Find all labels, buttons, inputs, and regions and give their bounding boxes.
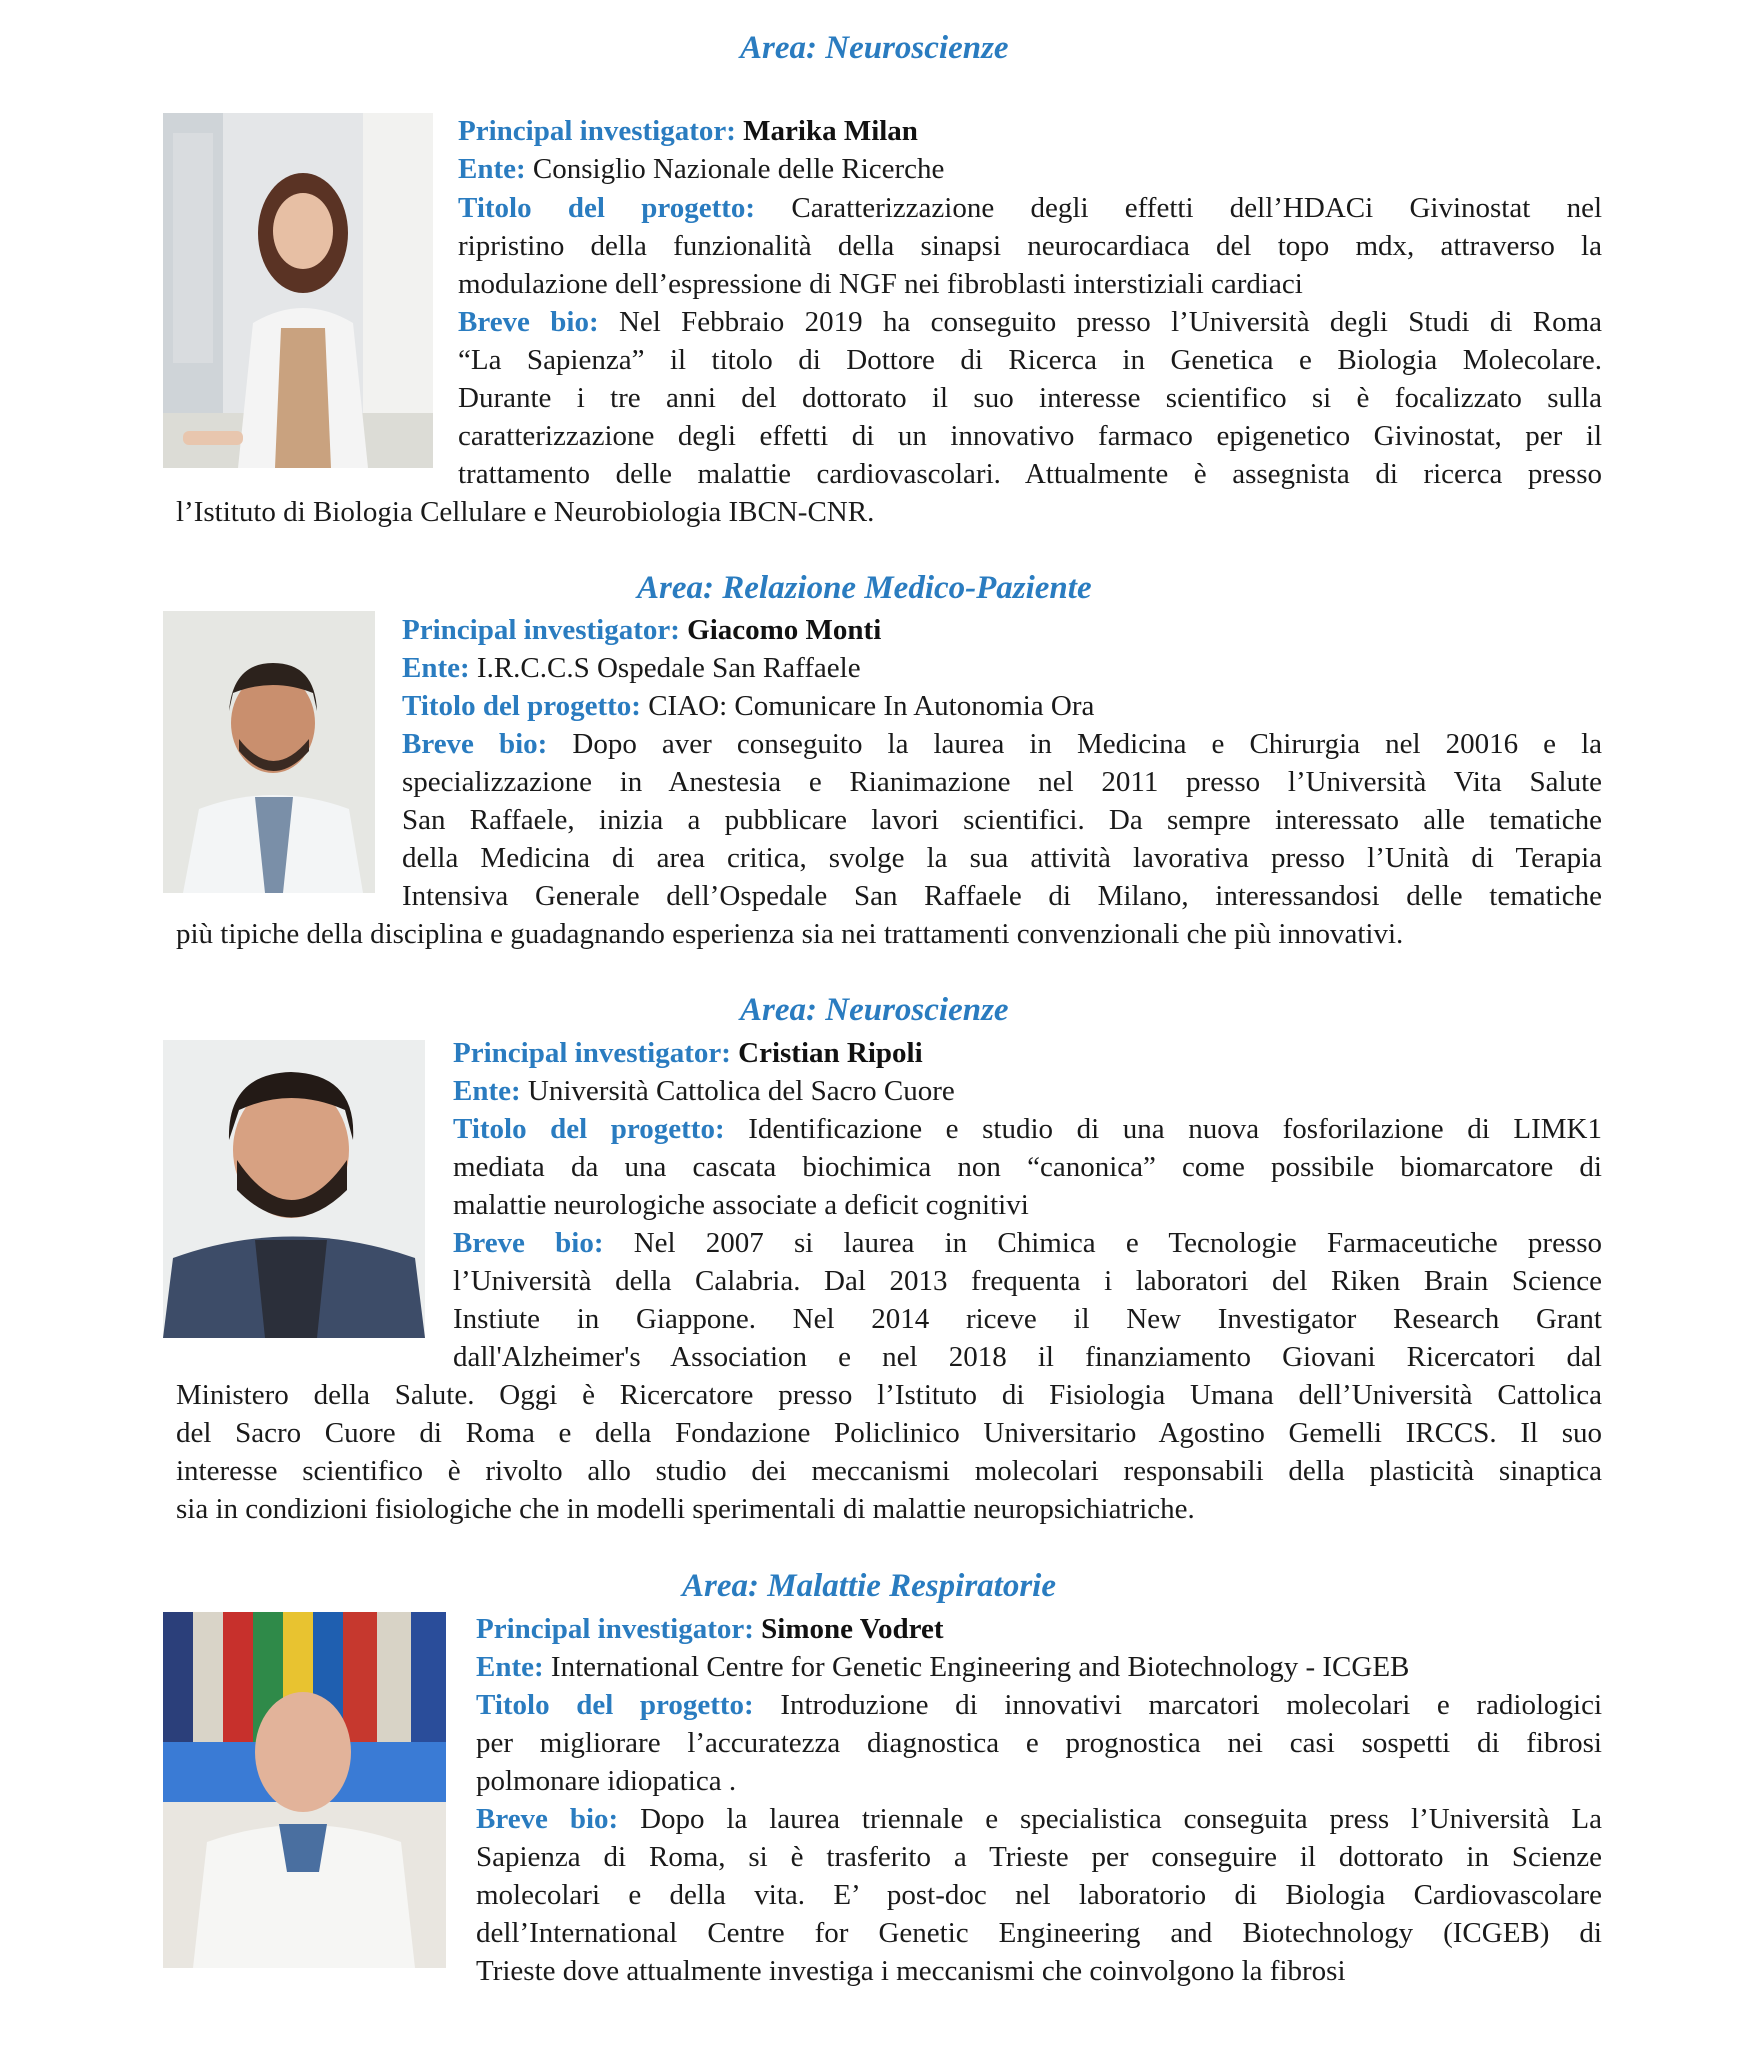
investigator-photo <box>163 1612 446 1968</box>
ente-label: Ente: <box>453 1075 521 1107</box>
titolo-text: Introduzione di innovativi marcatori molecolari e radiologici <box>780 1689 1603 1721</box>
investigator-photo <box>163 113 433 468</box>
area-heading: Area: Neuroscienze <box>740 992 1009 1028</box>
investigator-photo <box>163 611 375 893</box>
bio-text: l’Istituto di Biologia Cellulare e Neurobiologia IBCN-CNR. <box>176 496 875 528</box>
area-heading: Area: Neuroscienze <box>740 30 1009 66</box>
bio-text: del Sacro Cuore di Roma e della Fondazione Policlinico Universitario Agostino Gemelli IRCCS. Il suo <box>176 1417 1602 1449</box>
ente-value: International Centre for Genetic Engineering and Biotechnology - ICGEB <box>550 1651 1410 1683</box>
bio-text: Trieste dove attualmente investiga i meccanismi che coinvolgono la fibrosi <box>476 1955 1346 1987</box>
bio-text: sia in condizioni fisiologiche che in modelli sperimentali di malattie neuropsichiatriche. <box>176 1493 1195 1525</box>
ente-line <box>402 649 861 687</box>
pi-line <box>458 112 918 150</box>
bio-text: dall'Alzheimer's Association e nel 2018 il finanziamento Giovani Ricercatori dal <box>453 1341 1602 1373</box>
bio-text: della Medicina di area critica, svolge la sua attività lavorativa presso l’Unità di Terapia <box>402 842 1602 874</box>
bio-line <box>453 1224 1602 1262</box>
ente-value: I.R.C.C.S Ospedale San Raffaele <box>476 652 861 684</box>
titolo-text: malattie neurologiche associate a deficit cognitivi <box>453 1189 1029 1221</box>
bio-text: interesse scientifico è rivolto allo studio dei meccanismi molecolari responsabili della plasticità sinaptica <box>176 1455 1602 1487</box>
titolo-line <box>476 1686 1602 1724</box>
pi-label: Principal investigator: <box>458 115 736 147</box>
bio-text: San Raffaele, inizia a pubblicare lavori scientifici. Da sempre interessato alle tematiche <box>402 804 1602 836</box>
area-heading: Area: Malattie Respiratorie <box>682 1568 1056 1604</box>
ente-label: Ente: <box>458 153 526 185</box>
investigator-name: Simone Vodret <box>761 1613 944 1645</box>
titolo-label: Titolo del progetto: <box>453 1113 725 1145</box>
titolo-text: mediata da una cascata biochimica non “canonica” come possibile biomarcatore di <box>453 1151 1602 1183</box>
pi-line <box>453 1034 923 1072</box>
bio-text: Nel Febbraio 2019 ha conseguito presso l’Università degli Studi di Roma <box>618 306 1602 338</box>
bio-label: Breve bio: <box>453 1227 604 1259</box>
titolo-line <box>402 687 1094 725</box>
bio-text: Instiute in Giappone. Nel 2014 riceve il New Investigator Research Grant <box>453 1303 1602 1335</box>
bio-text: Nel 2007 si laurea in Chimica e Tecnologie Farmaceutiche presso <box>633 1227 1603 1259</box>
bio-label: Breve bio: <box>476 1803 619 1835</box>
bio-label: Breve bio: <box>402 728 548 760</box>
ente-value: Consiglio Nazionale delle Ricerche <box>532 153 945 185</box>
bio-text: Sapienza di Roma, si è trasferito a Trieste per conseguire il dottorato in Scienze <box>476 1841 1602 1873</box>
bio-line <box>476 1800 1602 1838</box>
titolo-line <box>453 1110 1602 1148</box>
bio-text: caratterizzazione degli effetti di un innovativo farmaco epigenetico Givinostat, per il <box>458 420 1602 452</box>
bio-text: specializzazione in Anestesia e Rianimazione nel 2011 presso l’Università Vita Salute <box>402 766 1602 798</box>
titolo-text: polmonare idiopatica . <box>476 1765 737 1797</box>
bio-text: “La Sapienza” il titolo di Dottore di Ricerca in Genetica e Biologia Molecolare. <box>458 344 1602 376</box>
area-heading: Area: Relazione Medico-Paziente <box>637 570 1092 606</box>
titolo-text: per migliorare l’accuratezza diagnostica e prognostica nei casi sospetti di fibrosi <box>476 1727 1602 1759</box>
ente-label: Ente: <box>402 652 470 684</box>
bio-line <box>458 303 1602 341</box>
bio-line <box>402 725 1602 763</box>
ente-line <box>476 1648 1409 1686</box>
pi-label: Principal investigator: <box>476 1613 754 1645</box>
ente-line <box>458 150 944 188</box>
ente-line <box>453 1072 955 1110</box>
ente-value: Università Cattolica del Sacro Cuore <box>527 1075 955 1107</box>
titolo-label: Titolo del progetto: <box>458 192 756 224</box>
bio-text: Dopo la laurea triennale e specialistica conseguita press l’Università La <box>640 1803 1602 1835</box>
bio-text: l’Università della Calabria. Dal 2013 frequenta i laboratori del Riken Brain Science <box>453 1265 1602 1297</box>
pi-line <box>476 1610 944 1648</box>
titolo-text: modulazione dell’espressione di NGF nei fibroblasti interstiziali cardiaci <box>458 268 1303 300</box>
investigator-name: Cristian Ripoli <box>738 1037 923 1069</box>
bio-text: Durante i tre anni del dottorato il suo interesse scientifico si è focalizzato sulla <box>458 382 1602 414</box>
titolo-text: CIAO: Comunicare In Autonomia Ora <box>648 690 1095 722</box>
investigator-photo <box>163 1040 425 1338</box>
bio-text: dell’International Centre for Genetic Engineering and Biotechnology (ICGEB) di <box>476 1917 1602 1949</box>
bio-text: molecolari e della vita. E’ post-doc nel laboratorio di Biologia Cardiovascolare <box>476 1879 1602 1911</box>
ente-label: Ente: <box>476 1651 544 1683</box>
investigator-name: Marika Milan <box>743 115 918 147</box>
investigator-name: Giacomo Monti <box>687 614 882 646</box>
titolo-text: ripristino della funzionalità della sinapsi neurocardiaca del topo mdx, attraverso la <box>458 230 1602 262</box>
bio-text: Ministero della Salute. Oggi è Ricercatore presso l’Istituto di Fisiologia Umana dell’Università Cattolica <box>176 1379 1602 1411</box>
bio-label: Breve bio: <box>458 306 599 338</box>
titolo-label: Titolo del progetto: <box>402 690 641 722</box>
bio-text: più tipiche della disciplina e guadagnando esperienza sia nei trattamenti convenzionali che più innovativi. <box>176 918 1404 950</box>
titolo-text: Caratterizzazione degli effetti dell’HDACi Givinostat nel <box>791 192 1603 224</box>
bio-text: Intensiva Generale dell’Ospedale San Raffaele di Milano, interessandosi delle tematiche <box>402 880 1602 912</box>
pi-line <box>402 611 881 649</box>
pi-label: Principal investigator: <box>402 614 680 646</box>
bio-text: Dopo aver conseguito la laurea in Medicina e Chirurgia nel 20016 e la <box>572 728 1603 760</box>
titolo-text: Identificazione e studio di una nuova fosforilazione di LIMK1 <box>748 1113 1602 1145</box>
pi-label: Principal investigator: <box>453 1037 731 1069</box>
titolo-line <box>458 189 1602 227</box>
titolo-label: Titolo del progetto: <box>476 1689 754 1721</box>
bio-text: trattamento delle malattie cardiovascolari. Attualmente è assegnista di ricerca presso <box>458 458 1602 490</box>
